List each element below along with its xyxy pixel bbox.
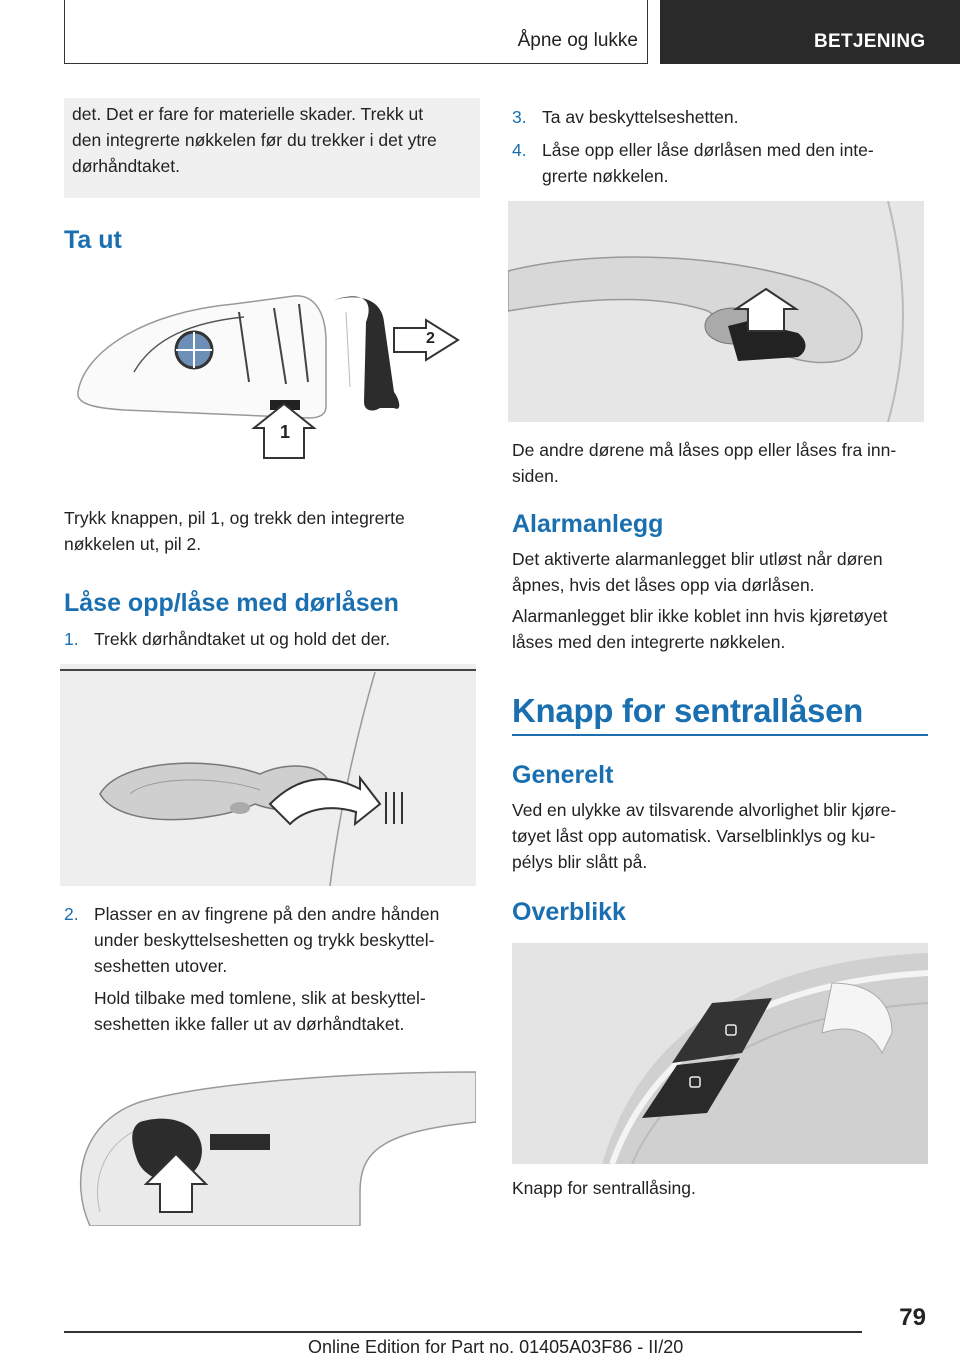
step-2-extra: Hold tilbake med tomlene, slik at beskyttel- [94, 988, 426, 1008]
overblikk-caption: Knapp for sentrallåsing. [512, 1178, 696, 1198]
central-lock-illustration [512, 943, 928, 1164]
step-text: under beskyttelseshetten og trykk beskyttel- [94, 930, 435, 950]
step-1 [64, 626, 480, 652]
key-in-lock-illustration [508, 201, 924, 422]
step-text: Trekk dørhåndtaket ut og hold det der. [94, 629, 391, 649]
heading-ta-ut: Ta ut [64, 226, 122, 254]
alarm-text-line: låses med den integrerte nøkkelen. [512, 632, 786, 652]
chapter-tab-label: BETJENING [814, 31, 926, 52]
alarm-text-line: åpnes, hvis det låses opp via dørlåsen. [512, 575, 815, 595]
step-text: Plasser en av fingrene på den andre hånden [94, 904, 440, 924]
edition-footer: Online Edition for Part no. 01405A03F86 - II/20 [308, 1337, 684, 1357]
key-caption-line: nøkkelen ut, pil 2. [64, 534, 202, 554]
door-handle-illustration [60, 664, 476, 886]
heading-rule [512, 734, 928, 736]
page-number: 79 [899, 1304, 926, 1331]
step-text: grerte nøkkelen. [542, 166, 669, 186]
step-number: 1. [64, 629, 79, 649]
heading-generelt: Generelt [512, 761, 614, 789]
doors-text-line: siden. [512, 466, 559, 486]
step-2-extra: seshetten ikke faller ut av dørhåndtaket. [94, 1014, 405, 1034]
alarm-text-line: Alarmanlegget blir ikke koblet inn hvis kjøretøyet [512, 606, 888, 626]
alarm-text-line: Det aktiverte alarmanlegget blir utløst når døren [512, 549, 883, 569]
footer-rule [64, 1331, 862, 1333]
step-text: Ta av beskyttelseshetten. [542, 107, 739, 127]
warning-note [64, 98, 480, 198]
step-text: seshetten utover. [94, 956, 228, 976]
step-4 [512, 137, 928, 189]
key-illustration [64, 282, 480, 472]
generelt-text-line: pélys blir slått på. [512, 852, 648, 872]
generelt-text-line: Ved en ulykke av tilsvarende alvorlighet blir kjøre- [512, 800, 897, 820]
key-caption-line: Trykk knappen, pil 1, og trekk den integrerte [64, 508, 405, 528]
step-number: 3. [512, 107, 527, 127]
step-number: 4. [512, 140, 527, 160]
heading-alarmanlegg: Alarmanlegg [512, 510, 664, 538]
step-2 [64, 901, 480, 979]
lock-cap-illustration [60, 1062, 476, 1226]
step-3 [512, 104, 928, 130]
note-line: det. Det er fare for materielle skader. Trekk ut [72, 104, 424, 124]
chapter-tab [660, 0, 960, 64]
arrow-label-2: 2 [426, 330, 435, 347]
heading-lase: Låse opp/låse med dørlåsen [64, 589, 399, 617]
heading-knapp-for-sentrallasen: Knapp for sentrallåsen [512, 692, 863, 729]
arrow-label-1: 1 [280, 422, 291, 442]
generelt-text-line: tøyet låst opp automatisk. Varselblinklys og ku- [512, 826, 876, 846]
heading-overblikk: Overblikk [512, 898, 626, 926]
note-line: den integrerte nøkkelen før du trekker i det ytre [72, 130, 437, 150]
note-line: dørhåndtaket. [72, 156, 180, 176]
section-title: Åpne og lukke [517, 30, 638, 51]
step-number: 2. [64, 904, 79, 924]
step-text: Låse opp eller låse dørlåsen med den inte- [542, 140, 874, 160]
doors-text-line: De andre dørene må låses opp eller låses fra inn- [512, 440, 897, 460]
